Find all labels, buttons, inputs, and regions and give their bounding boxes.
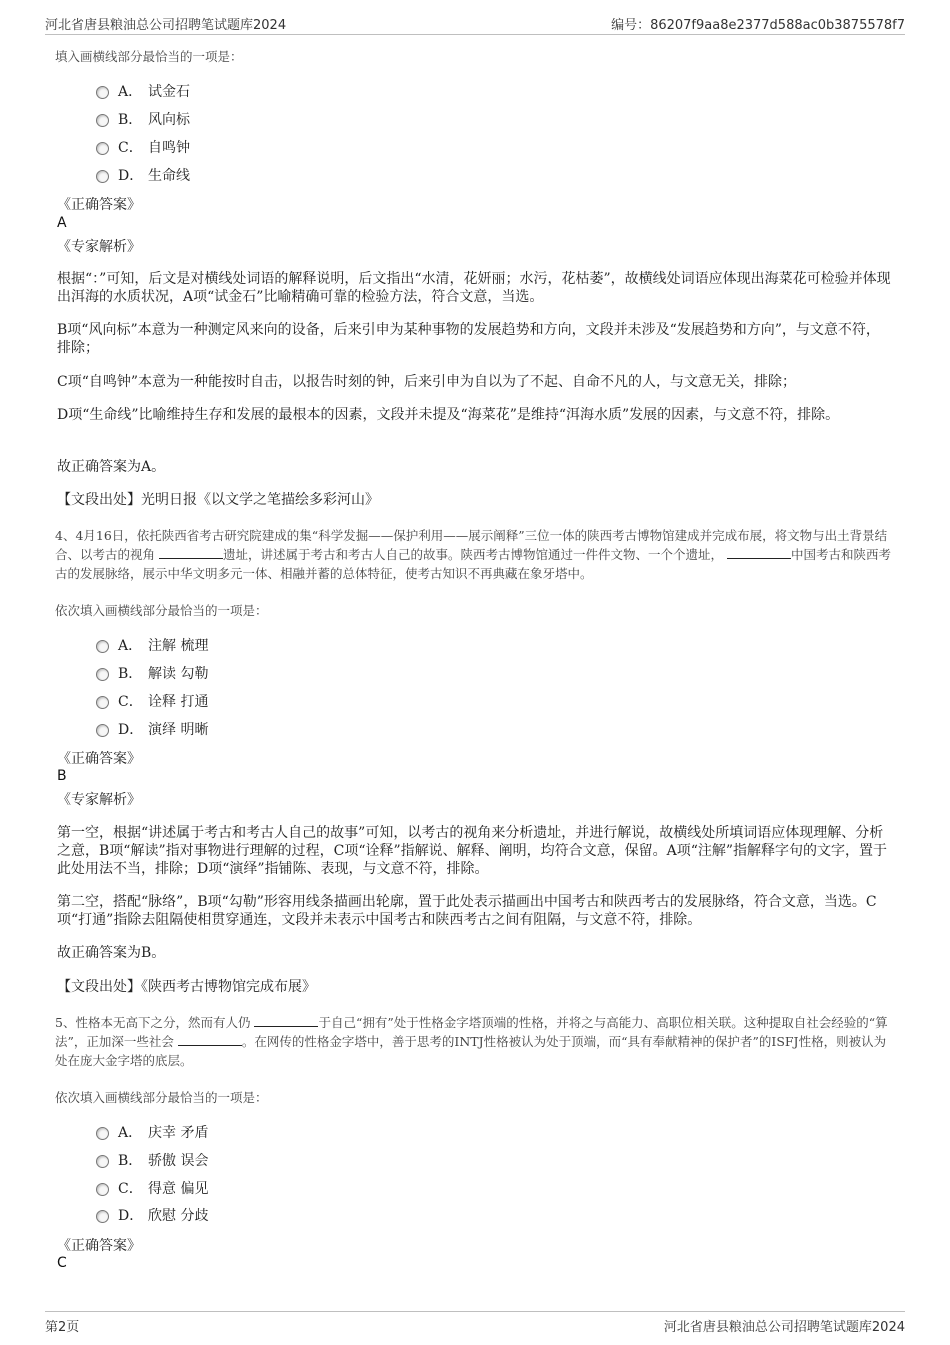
option-text: 生命线 [148,168,190,184]
option-text: 风向标 [148,112,190,128]
q5-answer-label: 《正确答案》 [57,1238,141,1254]
page-number: 第2页 [45,1320,80,1335]
option-text: 骄傲 误会 [148,1153,209,1169]
q5-text-part-3: 。在网传的性格金字塔中，善于思考的INTJ性格被认为处于顶端，而“具有奉献精神的保护者”的ISFJ性格，则被认为处在庞大金字塔的底层。 [55,1034,887,1068]
q4-text-part-2: 遗址，讲述属于考古和考古人自己的故事。陕西考古博物馆通过一件件文物、一个个遗址， [222,547,723,562]
option-letter: A． [118,84,143,100]
q3-analysis-para-1: 根据“：”可知，后文是对横线处词语的解释说明，后文指出“水清，花妍丽；水污，花枯萎”，故横线处词语应体现出海菜花可检验并体现出洱海的水质状况，A项“试金石”比喻精确可靠的检验方法，符合文意，当选。 [57,271,891,305]
q4-source: 【文段出处】《陕西考古博物馆完成布展》 [57,979,316,995]
q5-intro: 依次填入画横线部分最恰当的一项是： [55,1090,268,1105]
q4-answer: B [57,768,67,784]
option-text: 欣慰 分歧 [148,1208,209,1224]
radio-icon[interactable] [96,668,109,681]
q5-blank-2 [178,1033,242,1046]
option-letter: B． [118,112,143,128]
option-letter: D． [118,168,144,184]
option-text: 诠释 打通 [148,694,209,710]
q4-analysis-para-1: 第一空，根据“讲述属于考古和考古人自己的故事”可知，以考古的视角来分析遗址，并进行解说，故横线处所填词语应体现理解、分析之意，B项“解读”指对事物进行理解的过程，C项“诠释”指解说、解释、阐明，均符合文意，保留。A项“注解”指解释字句的文字，置于此处用法不当，排除；D项“演绎”指铺陈、表现，与文意不符，排除。 [57,825,888,877]
q3-analysis-para-2: B项“风向标”本意为一种测定风来向的设备，后来引申为某种事物的发展趋势和方向，文段并未涉及“发展趋势和方向”，与文意不符，排除； [57,322,880,356]
q5-text-part-2: 于自己“拥有”处于性格金字塔顶端的性格，并将之与高能力、高职位相关联。这种提取自社会经验的“算法”，正加深一些社会 [55,1015,888,1049]
option-letter: A． [118,1125,143,1141]
radio-icon[interactable] [96,1183,109,1196]
q4-intro: 依次填入画横线部分最恰当的一项是： [55,603,268,618]
radio-icon[interactable] [96,86,109,99]
q4-text-part-1: 4、4月16日，依托陕西省考古研究院建成的集“科学发掘——保护利用——展示阐释”三位一体的陕西考古博物馆建成并完成布展，将文物与出土背景结合、以考古的视角 [55,528,888,562]
option-text: 得意 偏见 [148,1181,209,1197]
option-letter: A． [118,638,143,654]
radio-icon[interactable] [96,640,109,653]
radio-icon[interactable] [96,170,109,183]
option-letter: C． [118,140,143,156]
q3-intro: 填入画横线部分最恰当的一项是： [55,49,243,64]
option-text: 演绎 明晰 [148,722,209,738]
option-text: 试金石 [148,84,190,100]
option-text: 自鸣钟 [148,140,190,156]
q4-text-part-3: 中国考古和陕西考古的发展脉络，展示中华文明多元一体、相融并蓄的总体特征，使考古知识不再典藏在象牙塔中。 [55,547,891,581]
page-header [45,12,905,35]
q4-blank-2 [727,546,791,559]
q4-blank-1 [159,546,223,559]
option-letter: C． [118,694,143,710]
q3-answer-label: 《正确答案》 [57,197,141,213]
option-text: 注解 梳理 [148,638,209,654]
q3-source: 【文段出处】光明日报《以文学之笔描绘多彩河山》 [57,492,379,508]
q4-conclusion: 故正确答案为B。 [57,945,166,961]
page-footer [45,1311,905,1338]
header-doc-id: 编号：86207f9aa8e2377d588ac0b3875578f7 [611,18,905,33]
option-letter: D． [118,722,144,738]
q5-answer: C [57,1255,67,1271]
q3-conclusion: 故正确答案为A。 [57,459,166,475]
q5-blank-1 [254,1014,318,1027]
q4-analysis-para-2: 第二空，搭配“脉络”，B项“勾勒”形容用线条描画出轮廓，置于此处表示描画出中国考古和陕西考古的发展脉络，符合文意，当选。C项“打通”指除去阻隔使相贯穿通连，文段并未表示中国考古和陕西考古之间有阻隔，与文意不符，排除。 [57,894,877,928]
radio-icon[interactable] [96,114,109,127]
header-title: 河北省唐县粮油总公司招聘笔试题库2024 [45,18,287,33]
radio-icon[interactable] [96,1155,109,1168]
option-text: 解读 勾勒 [148,666,209,682]
q5-text-part-1: 5、性格本无高下之分，然而有人仍 [55,1015,255,1030]
option-letter: C． [118,1181,143,1197]
footer-title: 河北省唐县粮油总公司招聘笔试题库2024 [663,1320,905,1335]
radio-icon[interactable] [96,1210,109,1223]
radio-icon[interactable] [96,1127,109,1140]
option-letter: B． [118,1153,143,1169]
q3-analysis-para-3: C项“自鸣钟”本意为一种能按时自击，以报告时刻的钟，后来引申为自以为了不起、自命不凡的人，与文意无关，排除； [57,374,797,390]
q3-answer: A [57,215,67,231]
q4-question-text [55,526,895,583]
q3-analysis-para-4: D项“生命线”比喻维持生存和发展的最根本的因素，文段并未提及“海菜花”是维持“洱海水质”发展的因素，与文意不符，排除。 [57,407,840,423]
q4-analysis-label: 《专家解析》 [57,792,141,808]
option-letter: D． [118,1208,144,1224]
radio-icon[interactable] [96,696,109,709]
radio-icon[interactable] [96,142,109,155]
option-letter: B． [118,666,143,682]
q4-answer-label: 《正确答案》 [57,751,141,767]
option-text: 庆幸 矛盾 [148,1125,209,1141]
q5-question-text [55,1013,895,1070]
q3-analysis-label: 《专家解析》 [57,239,141,255]
radio-icon[interactable] [96,724,109,737]
